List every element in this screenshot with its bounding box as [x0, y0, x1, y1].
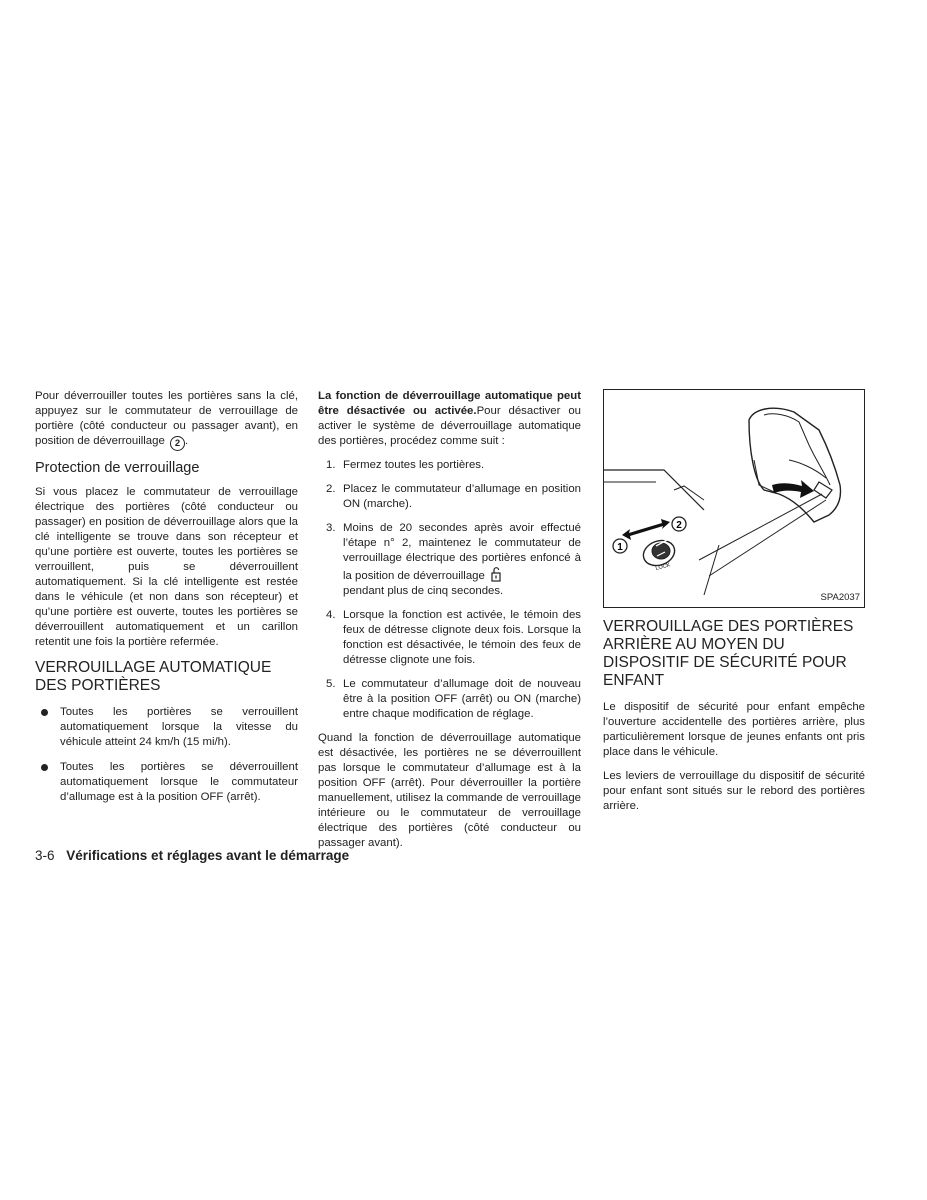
figure-lock-label: LOCK — [654, 562, 671, 572]
step-item — [318, 458, 581, 473]
auto-unlock-lead: La fonction de déverrouillage automatique peut être désactivée ou activée. — [318, 390, 581, 417]
step-number: 1. — [326, 459, 336, 471]
step-text: Le commutateur d’allumage doit de nouveau être à la position OFF (arrêt) ou ON (marche) entre chaque modification de réglage. — [343, 678, 581, 720]
step-item — [318, 677, 581, 722]
step-item — [318, 521, 581, 599]
step-text: Fermez toutes les portières. — [343, 459, 485, 471]
figure-callout-1: 1 — [617, 542, 623, 553]
auto-lock-list — [35, 705, 298, 805]
page-number: 3-6 — [35, 848, 55, 863]
child-lock-paragraph-2: Les leviers de verrouillage du dispositif de sécurité pour enfant sont situés sur le rebord des portières arrière. — [603, 770, 865, 812]
child-lock-paragraph-1: Le dispositif de sécurité pour enfant empêche l’ouverture accidentelle des portières arrière, plus particulièrement lorsque de jeunes enfants ont pris place dans le véhicule. — [603, 701, 865, 758]
step-number: 4. — [326, 609, 336, 621]
unlock-icon — [489, 566, 503, 582]
list-item — [35, 760, 298, 805]
heading-auto-lock: VERROUILLAGE AUTOMATIQUE DES PORTIÈRES — [35, 659, 272, 694]
lock-protection-paragraph: Si vous placez le commutateur de verrouillage électrique des portières (côté conducteur ou passager) en position de déverrouillage alors que la clé intelligente se trouve dans son récepteur et qu’une portière est ouverte, toutes les portières se verrouillent, puis se déverrouillent automatiquement. Si la clé intelligente est restée dans le véhicule (et non dans son récepteur) et qu’une portière est ouverte, toutes les portières se déverrouillent automatiquement et un carillon retentit une fois la portière refermée. — [35, 486, 298, 648]
list-item-text: Toutes les portières se déverrouillent automatiquement lorsque le commutateur d’allumage est à la position OFF (arrêt). — [60, 761, 298, 803]
intro-end: . — [185, 435, 189, 447]
child-lock-illustration — [603, 389, 865, 608]
closing-paragraph: Quand la fonction de déverrouillage automatique est désactivée, les portières ne se déverrouillent pas lorsque le commutateur d’allumage est à la position OFF (arrêt). Pour déverrouiller la portière manuellement, utilisez la commande de verrouillage intérieure ou le commutateur de verrouillage électrique des portières (côté conducteur ou passager avant). — [318, 732, 581, 849]
column-left — [35, 389, 298, 815]
step-text: Moins de 20 secondes après avoir effectué l’étape n° 2, maintenez le commutateur de verrouillage électrique des portières enfoncé à la position de déverrouillage — [343, 522, 581, 582]
intro-paragraph — [35, 389, 298, 451]
list-item — [35, 705, 298, 750]
page-footer — [35, 848, 349, 863]
heading-lock-protection: Protection de verrouillage — [35, 460, 200, 476]
child-lock-drawing — [604, 390, 864, 607]
auto-unlock-rest: Pour désactiver ou activer le système de déverrouillage automatique des portières, procédez comme suit : — [318, 405, 581, 447]
callout-2-icon: 2 — [170, 436, 185, 451]
figure-callout-2: 2 — [676, 520, 682, 531]
step-item — [318, 608, 581, 668]
step-number: 2. — [326, 483, 336, 495]
intro-text: Pour déverrouiller toutes les portières sans la clé, appuyez sur le commutateur de verrouillage de portière (côté conducteur ou passager avant), en position de déverrouillage — [35, 390, 298, 447]
step-text: Placez le commutateur d’allumage en position ON (marche). — [343, 483, 581, 510]
column-right — [603, 389, 865, 823]
heading-child-lock: VERROUILLAGE DES PORTIÈRES ARRIÈRE AU MOYEN DU DISPOSITIF DE SÉCURITÉ POUR ENFANT — [603, 618, 854, 689]
step-number: 3. — [326, 522, 336, 534]
step-text: Lorsque la fonction est activée, le témoin des feux de détresse clignote deux fois. Lorsque la fonction est désactivée, le témoin des feux de détresse clignote une fois. — [343, 609, 581, 666]
step-number: 5. — [326, 678, 336, 690]
step-item — [318, 482, 581, 512]
bullet-icon — [41, 764, 48, 771]
bullet-icon — [41, 709, 48, 716]
figure-code: SPA2037 — [820, 592, 860, 603]
section-title: Vérifications et réglages avant le démarrage — [66, 848, 350, 863]
auto-unlock-intro — [318, 389, 581, 449]
column-middle — [318, 389, 581, 860]
step-text-after: pendant plus de cinq secondes. — [343, 585, 504, 597]
steps-list — [318, 458, 581, 722]
list-item-text: Toutes les portières se verrouillent automatiquement lorsque la vitesse du véhicule atteint 24 km/h (15 mi/h). — [60, 706, 298, 748]
